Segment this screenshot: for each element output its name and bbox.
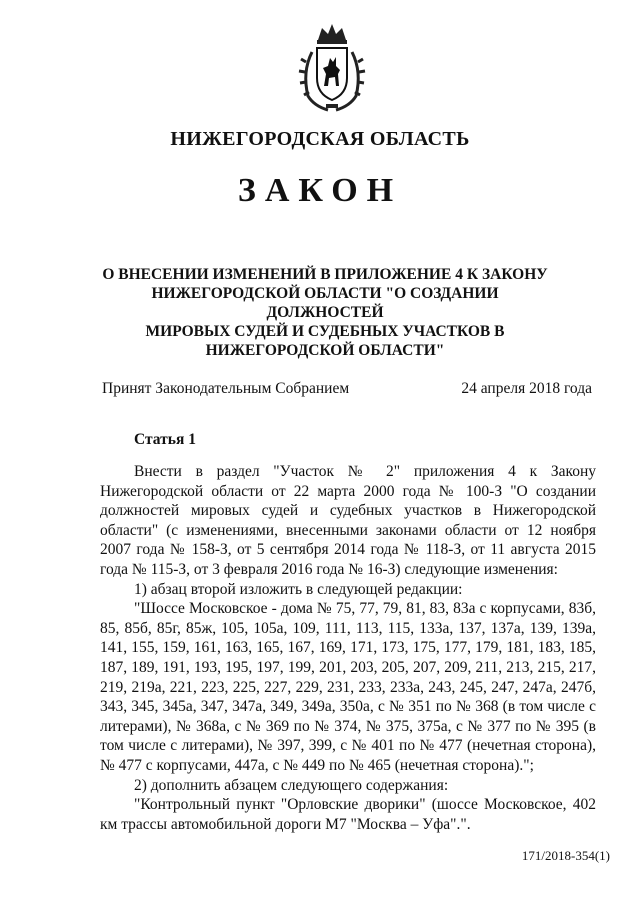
article-heading: Статья 1 <box>134 431 196 448</box>
law-title <box>100 265 550 360</box>
article-paragraph: Внести в раздел "Участок № 2" приложения 4 к Закону Нижегородской области от 22 марта 2000 года № 100-З "О создании должностей мировых судей и судебных участков в Нижегородской области" (с изменениями, внесенными законами области от 12 ноября 2007 года № 158-З, от 5 сентября 2014 года № 118-З, от 11 августа 2015 года № 115-З, от 3 февраля 2016 года № 16-З) следующие изменения: <box>100 463 596 578</box>
law-title-line: МИРОВЫХ СУДЕЙ И СУДЕБНЫХ УЧАСТКОВ В <box>145 323 505 340</box>
document-type: ЗАКОН <box>237 172 403 209</box>
article-paragraph: 1) абзац второй изложить в следующей редакции: <box>134 580 463 598</box>
article-paragraph: 2) дополнить абзацем следующего содержания: <box>134 776 449 794</box>
region-name: НИЖЕГОРОДСКАЯ ОБЛАСТЬ <box>170 128 470 150</box>
adoption-text: Принят Законодательным Собранием <box>102 380 350 397</box>
adoption-line <box>102 380 592 398</box>
article-body <box>100 462 596 834</box>
law-title-line: НИЖЕГОРОДСКОЙ ОБЛАСТИ" <box>205 342 445 359</box>
article-paragraph: "Контрольный пункт "Орловские дворики" (шоссе Московское, 402 км трассы автомобильной дороги М7 "Москва – Уфа".". <box>100 796 596 833</box>
article-paragraph: "Шоссе Московское - дома № 75, 77, 79, 81, 83, 83а с корпусами, 83б, 85, 85б, 85г, 85ж, 105, 105а, 109, 111, 113, 115, 133а, 137, 137а, 139, 139а, 141, 155, 159, 161, 163, 165, 167, 169, 171, 173, 175, 177, 179, 181, 183, 185, 187, 189, 191, 193, 195, 197, 199, 201, 203, 205, 207, 209, 211, 213, 215, 217, 219, 219а, 221, 223, 225, 227, 229, 231, 233, 233а, 243, 245, 247, 247а, 247б, 343, 345, 345а, 347, 347а, 349, 349а, 350а, с № 351 по № 368 (в том числе с литерами), № 368а, с № 369 по № 374, № 375, 375а, с № 377 по № 395 (в том числе с литерами), № 397, 399, с № 401 по № 477 (нечетная сторона), № 477 с корпусами, 447а, с № 449 по № 465 (нечетная сторона)."; <box>100 600 596 774</box>
document-number: 171/2018-354(1) <box>521 848 610 863</box>
adoption-date: 24 апреля 2018 года <box>461 380 592 397</box>
law-title-line: НИЖЕГОРОДСКОЙ ОБЛАСТИ "О СОЗДАНИИ ДОЛЖНОСТЕЙ <box>151 285 499 321</box>
coat-of-arms-icon <box>298 22 366 114</box>
law-title-line: О ВНЕСЕНИИ ИЗМЕНЕНИЙ В ПРИЛОЖЕНИЕ 4 К ЗАКОНУ <box>102 266 548 283</box>
